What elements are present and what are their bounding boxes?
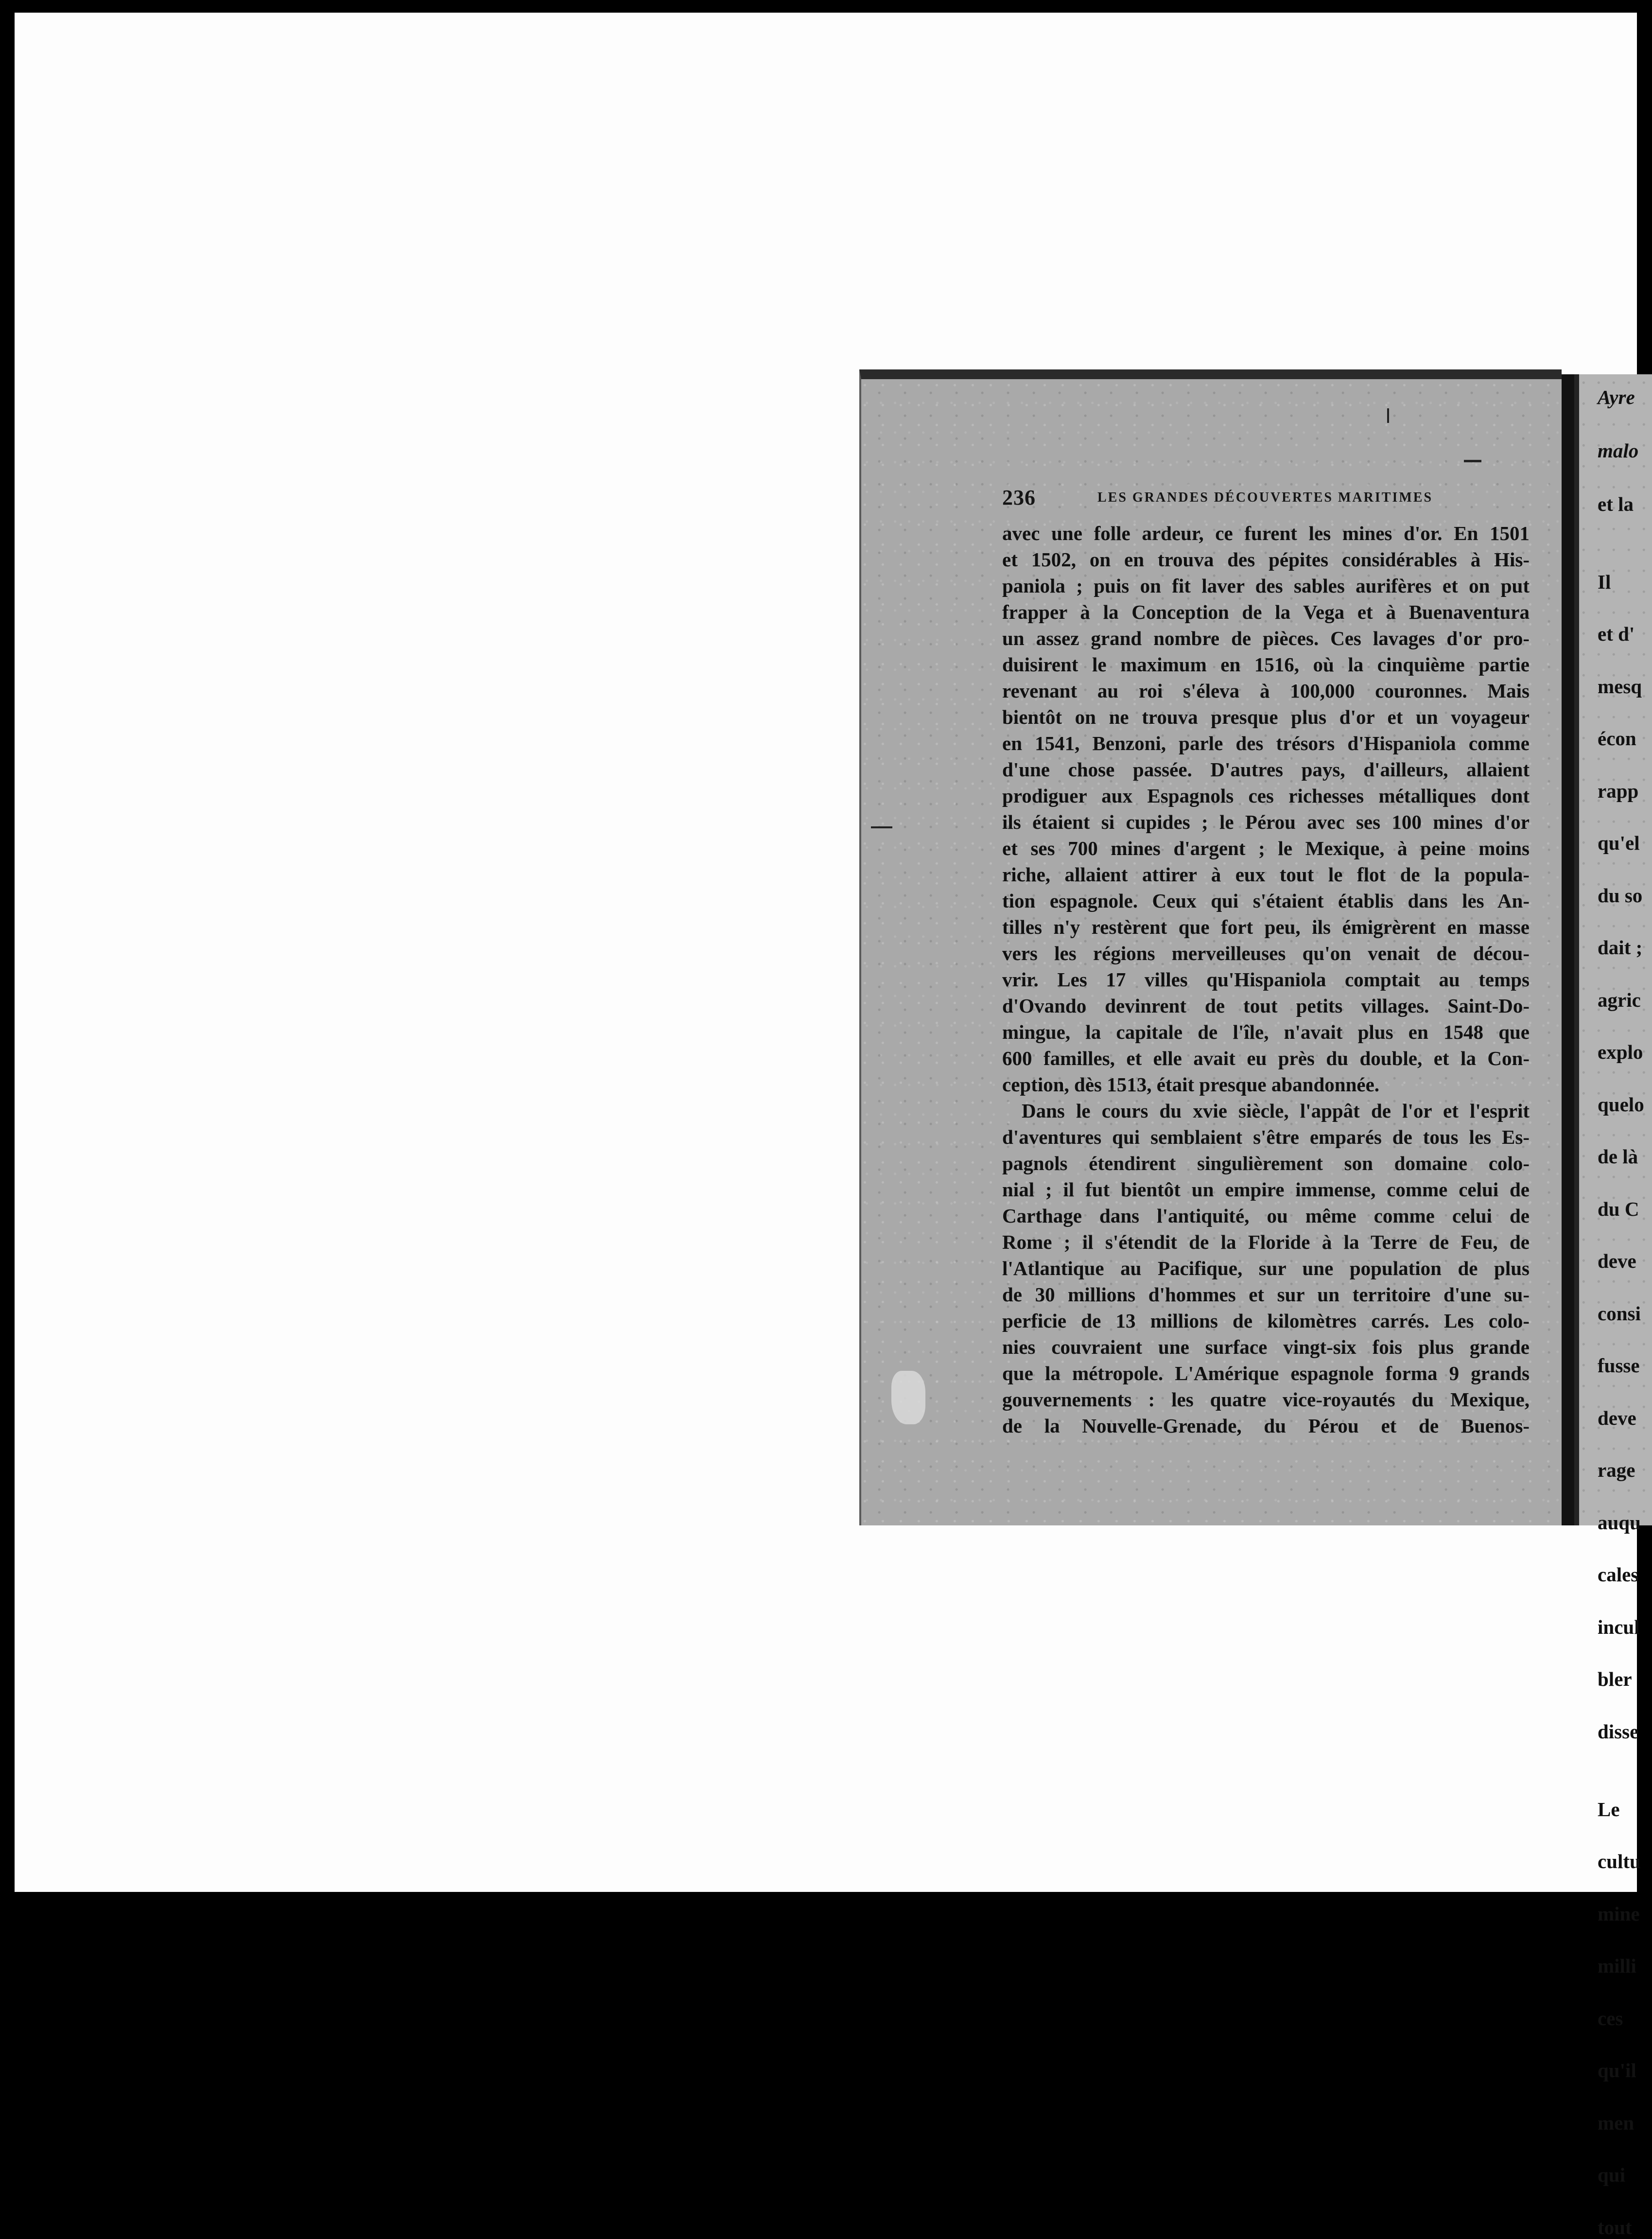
- running-head: [1002, 485, 1537, 514]
- facing-text-line: disse: [1598, 1720, 1639, 1743]
- facing-text-line: du so: [1598, 884, 1643, 907]
- text-line: pagnols étendirent singulièrement son domaine colo-: [1002, 1152, 1530, 1174]
- text-line: de 30 millions d'hommes et sur un territoire d'une su-: [1002, 1283, 1530, 1306]
- text-line: en 1541, Benzoni, parle des trésors d'Hispaniola comme: [1002, 732, 1530, 754]
- facing-text-line: qu'il: [1598, 2059, 1636, 2082]
- facing-text-line: men: [1598, 2111, 1635, 2134]
- facing-text-line: Il: [1598, 570, 1611, 593]
- text-line: 600 familles, et elle avait eu près du double, et la Con-: [1002, 1047, 1530, 1069]
- text-line: d'une chose passée. D'autres pays, d'ailleurs, allaient: [1002, 758, 1530, 781]
- facing-text-line: agric: [1598, 988, 1641, 1011]
- facing-text-line: cales: [1598, 1563, 1639, 1586]
- text-line: Rome ; il s'étendit de la Floride à la Terre de Feu, de: [1002, 1231, 1530, 1253]
- facing-text-line: incul: [1598, 1615, 1640, 1638]
- text-line: vers les régions merveilleuses qu'on venait de décou-: [1002, 942, 1530, 964]
- facing-text-line: ces: [1598, 2007, 1623, 2029]
- facing-text-line: du C: [1598, 1197, 1639, 1220]
- text-line: que la métropole. L'Amérique espagnole forma 9 grands: [1002, 1362, 1530, 1384]
- book-gutter: [1562, 374, 1574, 1525]
- facing-text-line: deve: [1598, 1406, 1636, 1429]
- text-line: bientôt on ne trouva presque plus d'or et un voyageur: [1002, 706, 1530, 728]
- text-line: d'Ovando devinrent de tout petits villages. Saint-Do-: [1002, 995, 1530, 1017]
- text-line: frapper à la Conception de la Vega et à Buenaventura: [1002, 601, 1530, 623]
- facing-text-line: dait ;: [1598, 936, 1643, 959]
- facing-text-line: Le: [1598, 1798, 1620, 1820]
- facing-text-line: et la: [1598, 492, 1634, 515]
- facing-text-line: rage: [1598, 1459, 1635, 1481]
- facing-text-line: fusse: [1598, 1354, 1640, 1377]
- text-line: mingue, la capitale de l'île, n'avait plus en 1548 que: [1002, 1021, 1530, 1043]
- left-page: [859, 369, 1562, 1525]
- facing-text-line: auqu: [1598, 1511, 1641, 1534]
- facing-text-line: rapp: [1598, 779, 1639, 802]
- facing-text-line: Ayre: [1598, 385, 1635, 408]
- body-text: [1002, 520, 1530, 1439]
- speck-mark: [1015, 1990, 1018, 1993]
- text-line: perficie de 13 millions de kilomètres carrés. Les colo-: [1002, 1310, 1530, 1332]
- text-line: et 1502, on en trouva des pépites considérables à His-: [1002, 548, 1530, 571]
- facing-text-line: deve: [1598, 1250, 1636, 1272]
- text-line: avec une folle ardeur, ce furent les mines d'or. En 1501: [1002, 522, 1530, 544]
- facing-text-line: bler: [1598, 1668, 1632, 1690]
- facing-page: [1574, 374, 1652, 2239]
- text-line: d'aventures qui semblaient s'être emparés de tous les Es-: [1002, 1126, 1530, 1148]
- scan-mark: [871, 826, 892, 828]
- text-line: vrir. Les 17 villes qu'Hispaniola comptait au temps: [1002, 968, 1530, 991]
- facing-text-line: malo: [1598, 439, 1639, 462]
- text-line: l'Atlantique au Pacifique, sur une population de plus: [1002, 1257, 1530, 1279]
- text-line: Dans le cours du xvie siècle, l'appât de l'or et l'esprit: [1022, 1100, 1530, 1122]
- text-line: un assez grand nombre de pièces. Ces lavages d'or pro-: [1002, 627, 1530, 649]
- facing-text-line: qui: [1598, 2164, 1625, 2186]
- text-line: ils étaient si cupides ; le Pérou avec ses 100 mines d'or: [1002, 811, 1530, 833]
- scan-mark: [1387, 408, 1389, 423]
- text-line: Carthage dans l'antiquité, ou même comme celui de: [1002, 1205, 1530, 1227]
- text-line: ception, dès 1513, était presque abandonnée.: [1002, 1073, 1380, 1096]
- text-line: et ses 700 mines d'argent ; le Mexique, à peine moins: [1002, 837, 1530, 859]
- text-line: nial ; il fut bientôt un empire immense, comme celui de: [1002, 1178, 1530, 1201]
- text-line: paniola ; puis on fit laver des sables aurifères et on put: [1002, 575, 1530, 597]
- running-title: LES GRANDES DÉCOUVERTES MARITIMES: [1097, 490, 1433, 505]
- facing-text-line: milli: [1598, 1955, 1636, 1977]
- facing-text-line: cultu: [1598, 1850, 1641, 1872]
- facing-text-line: quelo: [1598, 1093, 1644, 1116]
- facing-text-line: mesq: [1598, 675, 1642, 698]
- text-line: nies couvraient une surface vingt-six fois plus grande: [1002, 1336, 1530, 1358]
- facing-text-line: de là: [1598, 1145, 1638, 1168]
- facing-text-line: consi: [1598, 1302, 1641, 1325]
- scan-mark: [1464, 460, 1481, 462]
- text-line: riche, allaient attirer à eux tout le flot de la popula-: [1002, 863, 1530, 886]
- text-line: duisirent le maximum en 1516, où la cinquième partie: [1002, 653, 1530, 676]
- facing-text-line: qu'el: [1598, 832, 1640, 854]
- text-line: de la Nouvelle-Grenade, du Pérou et de Buenos-: [1002, 1415, 1530, 1437]
- facing-text-line: tout: [1598, 2216, 1632, 2239]
- paper-stain: [891, 1371, 925, 1424]
- text-line: tilles n'y restèrent que fort peu, ils émigrèrent en masse: [1002, 916, 1530, 938]
- facing-text-line: explo: [1598, 1041, 1643, 1063]
- page-number: 236: [1002, 486, 1036, 509]
- text-line: tion espagnole. Ceux qui s'étaient établis dans les An-: [1002, 890, 1530, 912]
- text-line: prodiguer aux Espagnols ces richesses métalliques dont: [1002, 785, 1530, 807]
- text-line: gouvernements : les quatre vice-royautés du Mexique,: [1002, 1388, 1530, 1411]
- text-line: revenant au roi s'éleva à 100,000 couronnes. Mais: [1002, 680, 1530, 702]
- facing-text-line: et d': [1598, 623, 1635, 645]
- facing-text-line: écon: [1598, 727, 1636, 750]
- facing-text-line: mine: [1598, 1902, 1640, 1925]
